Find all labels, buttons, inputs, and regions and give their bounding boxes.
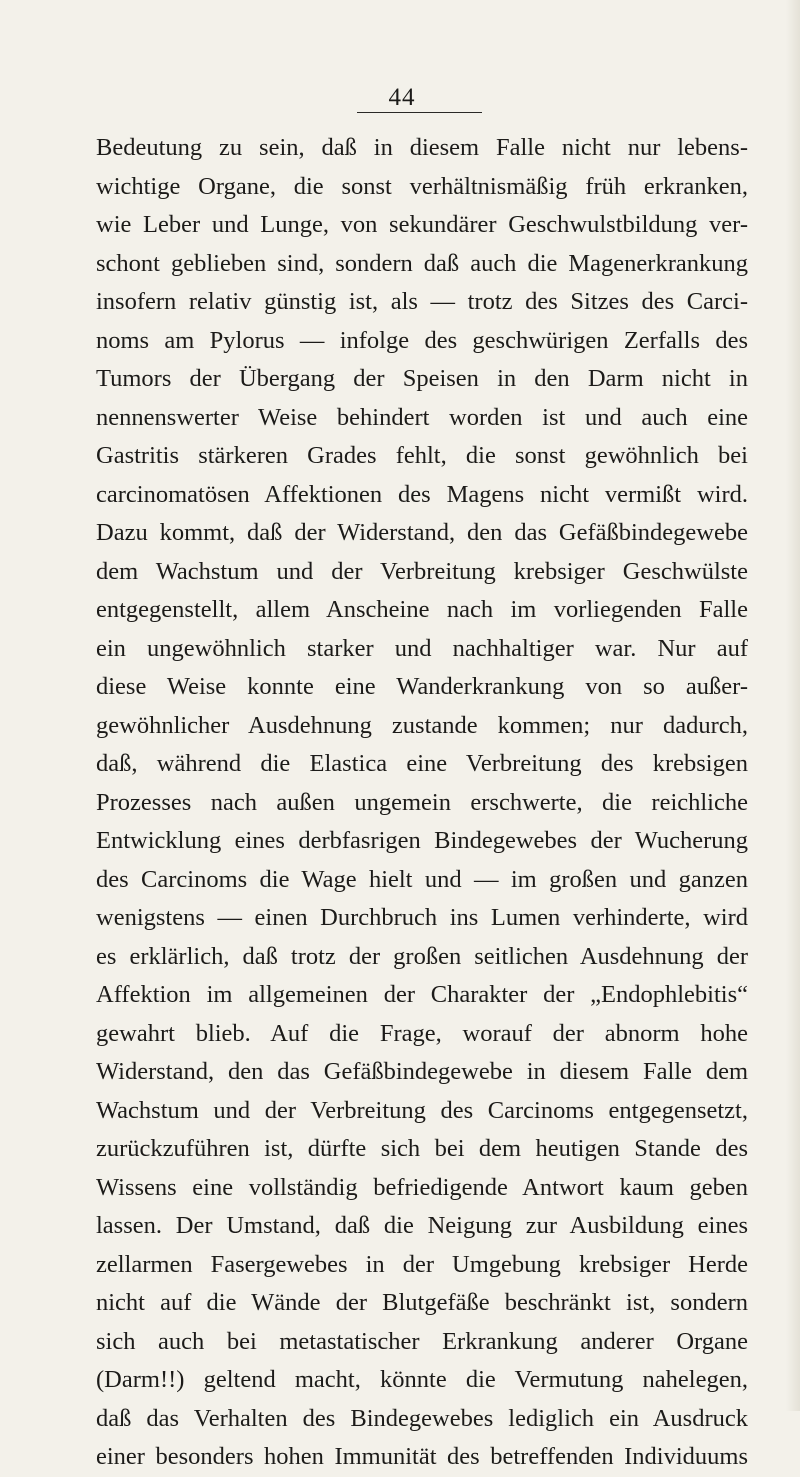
text-line: wie Leber und Lunge, von sekundärer Geschwulstbildung ver-: [96, 211, 748, 238]
text-line: noms am Pylorus — infolge des geschwürigen Zerfalls des: [96, 326, 748, 354]
text-line: entgegenstellt, allem Anscheine nach im vorliegenden Falle: [96, 596, 748, 623]
text-line: carcinomatösen Affektionen des Magens nicht vermißt wird.: [96, 480, 748, 508]
text-line: daß das Verhalten des Bindegewebes lediglich ein Ausdruck: [96, 1404, 748, 1432]
page-number: 44: [388, 84, 416, 111]
text-line: Dazu kommt, daß der Widerstand, den das Gefäßbindegewebe: [96, 519, 748, 546]
text-line: daß, während die Elastica eine Verbreitung des krebsigen: [96, 750, 748, 777]
text-line: wenigstens — einen Durchbruch ins Lumen verhinderte, wird: [96, 904, 748, 931]
text-line: ein ungewöhnlich starker und nachhaltiger war. Nur auf: [96, 634, 748, 662]
body-paragraph: [96, 129, 748, 1477]
text-line: dem Wachstum und der Verbreitung krebsiger Geschwülste: [96, 557, 748, 585]
text-line: nennenswerter Weise behindert worden ist und auch eine: [96, 403, 748, 431]
text-line: wichtige Organe, die sonst verhältnismäßig früh erkranken,: [96, 172, 748, 200]
header-rule: [357, 112, 482, 113]
text-line: gewöhnlicher Ausdehnung zustande kommen; nur dadurch,: [96, 711, 748, 739]
text-line: sich auch bei metastatischer Erkrankung anderer Organe: [96, 1327, 748, 1355]
text-line: Wissens eine vollständig befriedigende Antwort kaum geben: [96, 1173, 748, 1201]
text-line: gewahrt blieb. Auf die Frage, worauf der abnorm hohe: [96, 1019, 748, 1047]
text-line: Entwicklung eines derbfasrigen Bindegewebes der Wucherung: [96, 827, 748, 854]
text-line: einer besonders hohen Immunität des betreffenden Individuums: [96, 1443, 748, 1470]
text-line: zellarmen Fasergewebes in der Umgebung krebsiger Herde: [96, 1250, 748, 1278]
text-line: schont geblieben sind, sondern daß auch die Magenerkrankung: [96, 249, 748, 277]
text-line: Bedeutung zu sein, daß in diesem Falle nicht nur lebens-: [96, 134, 748, 161]
text-line: Tumors der Übergang der Speisen in den Darm nicht in: [96, 365, 748, 392]
text-line: Prozesses nach außen ungemein erschwerte, die reichliche: [96, 788, 748, 816]
text-line: Gastritis stärkeren Grades fehlt, die sonst gewöhnlich bei: [96, 442, 748, 469]
text-line: des Carcinoms die Wage hielt und — im großen und ganzen: [96, 865, 748, 893]
text-line: Wachstum und der Verbreitung des Carcinoms entgegensetzt,: [96, 1096, 748, 1124]
text-line: Affektion im allgemeinen der Charakter der „Endophlebitis“: [96, 981, 748, 1008]
text-line: nicht auf die Wände der Blutgefäße beschränkt ist, sondern: [96, 1289, 748, 1316]
text-line: Widerstand, den das Gefäßbindegewebe in diesem Falle dem: [96, 1058, 748, 1085]
text-line: lassen. Der Umstand, daß die Neigung zur Ausbildung eines: [96, 1212, 748, 1239]
text-line: es erklärlich, daß trotz der großen seitlichen Ausdehnung der: [96, 942, 748, 970]
text-line: (Darm!!) geltend macht, könnte die Vermutung nahelegen,: [96, 1366, 748, 1393]
text-line: insofern relativ günstig ist, als — trotz des Sitzes des Carci-: [96, 288, 748, 315]
text-line: diese Weise konnte eine Wanderkrankung von so außer-: [96, 673, 748, 700]
page-edge-shadow: [786, 0, 800, 1411]
text-line: zurückzuführen ist, dürfte sich bei dem heutigen Stande des: [96, 1135, 748, 1162]
